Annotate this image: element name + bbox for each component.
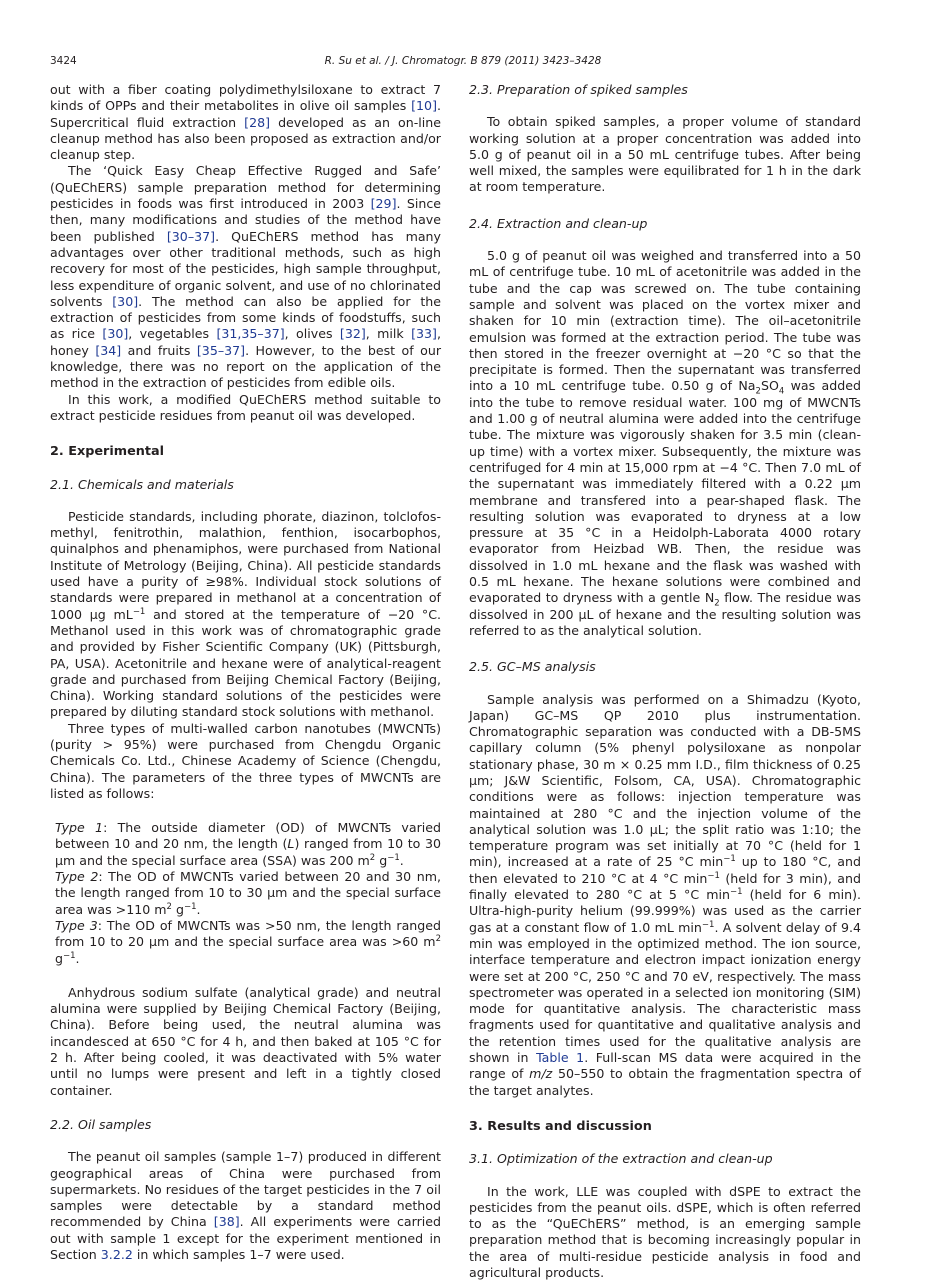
citation-link[interactable]: [38] <box>213 1214 240 1230</box>
subsection-heading: 2.1. Chemicals and materials <box>50 476 234 492</box>
page-number: 3424 <box>50 55 77 67</box>
section-link[interactable]: 3.2.2 <box>100 1247 133 1262</box>
this-work-paragraph: In this work, a modified QuEChERS method suitable to extract pesticide residues from peanut oil was developed. <box>50 391 441 423</box>
type-1-item: Type 1: The outside diameter (OD) of MWCNTs varied between 10 and 20 nm, the length (L) ranged from 10 to 30 µm and the special surface area (SSA) was 200 $m^2$ $g^{-1}$. <box>55 820 442 868</box>
left-column <box>50 82 441 1263</box>
running-title: R. Su et al. / J. Chromatogr. B 879 (2011) 3423–3428 <box>324 55 602 67</box>
subsection-heading: 2.2. Oil samples <box>50 1116 152 1132</box>
oil-samples-paragraph: The peanut oil samples (sample 1–7) produced in different geographical areas of China were purchased from supermarkets. No residues of the target pesticides in the 7 oil samples were detectable by a standard method recommended by China [38]. All experiments were carried out with sample 1 except for the experiment mentioned in Section 3.2.2 in which samples 1–7 were used. <box>50 1149 441 1262</box>
citation-link[interactable]: [30] <box>102 326 129 342</box>
mwcnt-types <box>50 820 441 967</box>
sodium-sulfate-paragraph: Anhydrous sodium sulfate (analytical grade) and neutral alumina were supplied by Beijing Chemical Factory (Beijing, China). Before being used, the neutral alumina was incandesced at 650 °C for 4 h, and then baked at 105 °C for 2 h. After being cooled, it was deactivated with 5% water until no lumps were present and left in a tightly closed container. <box>50 984 441 1098</box>
type-3-item: Type 3: The OD of MWCNTs was >50 nm, the length ranged from 10 to 20 µm and the special surface area was >60 $m^2$ $g^{-1}$. <box>55 917 442 966</box>
citation-link[interactable]: [31,35–37] <box>216 326 285 342</box>
chemicals-paragraph: Pesticide standards, including phorate, diazinon, tolclofos-methyl, fenitrothin, malathion, fenthion, isocarbophos, quinalphos and phenamiphos, were purchased from National Institute of Metrology (Beijing, China). All pesticide standards used have a purity of ≥98%. Individual stock solutions of standards were prepared in methanol at a concentration of 1000 µg $mL^{-1}$ and stored at the temperature of −20 °C. Methanol used in this work was of chromatographic grade and provided by Fisher Scientific Company (UK) (Pittsburgh, PA, USA). Acetonitrile and hexane were of analytical-reagent grade and purchased from Beijing Chemical Factory (Beijing, China). Working standard solutions of the pesticides were prepared by diluting standard stock solutions with methanol. <box>50 508 442 720</box>
subsection-heading: 2.3. Preparation of spiked samples <box>469 82 688 97</box>
table-link[interactable]: Table 1 <box>536 1050 585 1066</box>
citation-link[interactable]: [34] <box>95 342 122 358</box>
section-heading: 2. Experimental <box>50 444 165 460</box>
citation-link[interactable]: [33] <box>411 326 437 342</box>
results-paragraph: In the work, LLE was coupled with dSPE to extract the pesticides from the peanut oils. dSPE, which is often referred to as the “QuEChERS” method, is an emerging sample preparation method that is becoming increasingly popular in the area of multi-residue pesticide analysis in food and agricultural products. <box>469 1183 861 1280</box>
citation-link[interactable]: [35–37] <box>196 342 246 358</box>
citation-link[interactable]: [28] <box>244 114 271 130</box>
type-2-item: Type 2: The OD of MWCNTs varied between 20 and 30 nm, the length ranged from 10 to 30 µm and the special surface area was >110 $m^2$ $g^{-1}$. <box>55 869 441 917</box>
citation-link[interactable]: [30–37] <box>166 228 216 244</box>
citation-link[interactable]: [10] <box>411 98 437 114</box>
subsection-heading: 2.5. GC–MS analysis <box>469 659 596 675</box>
citation-link[interactable]: [32] <box>339 326 366 342</box>
citation-link[interactable]: [30] <box>112 293 139 309</box>
right-column <box>469 82 861 1281</box>
spiked-samples-paragraph: To obtain spiked samples, a proper volume of standard working solution at a proper concentration was added into 5.0 g of peanut oil in a 50 mL centrifuge tubes. After being well mixed, the samples were equilibrated for 1 h in the dark at room temperature. <box>469 114 861 195</box>
quechers-paragraph: The ‘Quick Easy Cheap Effective Rugged and Safe’ (QuEChERS) sample preparation method for determining pesticides in foods was first introduced in 2003 [29]. Since then, many modifications and studies of the method have been published [30–37]. QuEChERS method has many advantages over other traditional methods, such as high recovery for most of the pesticides, high sample throughput, less expenditure of organic solvent, and use of no chlorinated solvents [30]. The method can also be applied for the extraction of pesticides from some kinds of foodstuffs, such as rice [30], vegetables [31,35–37], olives [32], milk [33], honey [34] and fruits [35–37]. However, to the best of our knowledge, there was no report on the application of the method in the extraction of pesticides from edible oils. <box>50 163 442 391</box>
mwcnt-paragraph: Three types of multi-walled carbon nanotubes (MWCNTs) (purity > 95%) were purchased from Chengdu Organic Chemicals Co. Ltd., Chinese Academy of Science (Chengdu, China). The parameters of the three types of MWCNTs are listed as follows: <box>50 720 441 801</box>
intro-continuation: out with a fiber coating polydimethylsiloxane to extract 7 kinds of OPPs and their metabolites in olive oil samples [10]. Supercritical fluid extraction [28] developed as an on-line cleanup method has also been proposed as extraction and/or cleanup step. <box>50 82 441 163</box>
extraction-paragraph: 5.0 g of peanut oil was weighed and transferred into a 50 mL of centrifuge tube. 10 mL of acetonitrile was added in the tube and the cap was screwed on. The tube containing sample and solvent was placed on the vortex mixer and shaken for 10 min (extraction time). The oil–acetonitrile emulsion was formed at the extraction period. The tube was then stored in the freezer overnight at −20 °C so that the precipitate is formed. Then the supernatant was transferred into a 10 mL centrifuge tube. 0.50 g of $Na_2SO_4$ was added into the tube to remove residual water. 100 mg of MWCNTs and 1.00 g of neutral alumina were added into the centrifuge tube. The mixture was vigorously shaken for 3.5 min (clean-up time) with a vortex mixer. Subsequently, the mixture was centrifuged for 4 min at 15,000 rpm at −4 °C. Then 7.0 mL of the supernatant was immediately filtered with a 0.22 µm membrane and transfered into a pear-shaped flask. The resulting solution was evaporated to dryness at a low pressure at 35 °C in a Heidolph-Laborata 4000 rotary evaporator from Heizbad WB. Then, the residue was dissolved in 1.0 mL hexane and the flask was washed with 0.5 mL hexane. The hexane solutions were combined and evaporated to dryness with a gentle $N_2$ flow. The residue was dissolved in 200 µL of hexane and the resulting solution was referred to as the analytical solution. <box>469 248 861 638</box>
citation-link[interactable]: [29] <box>370 196 397 212</box>
gcms-paragraph: Sample analysis was performed on a Shimadzu (Kyoto, Japan) GC–MS QP 2010 plus instrumentation. Chromatographic separation was conducted with a DB-5MS capillary column (5% phenyl polysiloxane as nonpolar stationary phase, 30 m × 0.25 mm I.D., film thickness of 0.25 µm; J&W Scientific, Folsom, CA, USA). Chromatographic conditions were as follows: injection temperature was maintained at 280 °C and the injection volume of the analytical solution was 1.0 µL; the split ratio was 1:10; the temperature program was set initially at 70 °C (held for 1 min), increased at a rate of 25 °C $\min^{-1}$ up to 180 °C, and then elevated to 210 °C at 4 °C $\min^{-1}$ (held for 3 min), and finally elevated to 280 °C at 5 °C $\min^{-1}$ (held for 6 min). Ultra-high-purity helium (99.999%) was used as the carrier gas at a constant flow of 1.0 mL $\min^{-1}$. A solvent delay of 9.4 min was employed in the optimized method. The ion source, interface temperature and electron impact ionization energy were set at 200 °C, 250 °C and 70 eV, respectively. The mass spectrometer was operated in a selected ion monitoring (SIM) mode for quantitative analysis. The characteristic mass fragments used for quantitative and qualitative analysis and the retention times used for the qualitative analysis are shown in Table 1. Full-scan MS data were acquired in the range of m/z 50–550 to obtain the fragmentation spectra of the target analytes. <box>469 691 862 1098</box>
section-heading: 3. Results and discussion <box>469 1118 652 1134</box>
subsection-heading: 3.1. Optimization of the extraction and clean-up <box>469 1151 773 1167</box>
subsection-heading: 2.4. Extraction and clean-up <box>469 215 648 231</box>
